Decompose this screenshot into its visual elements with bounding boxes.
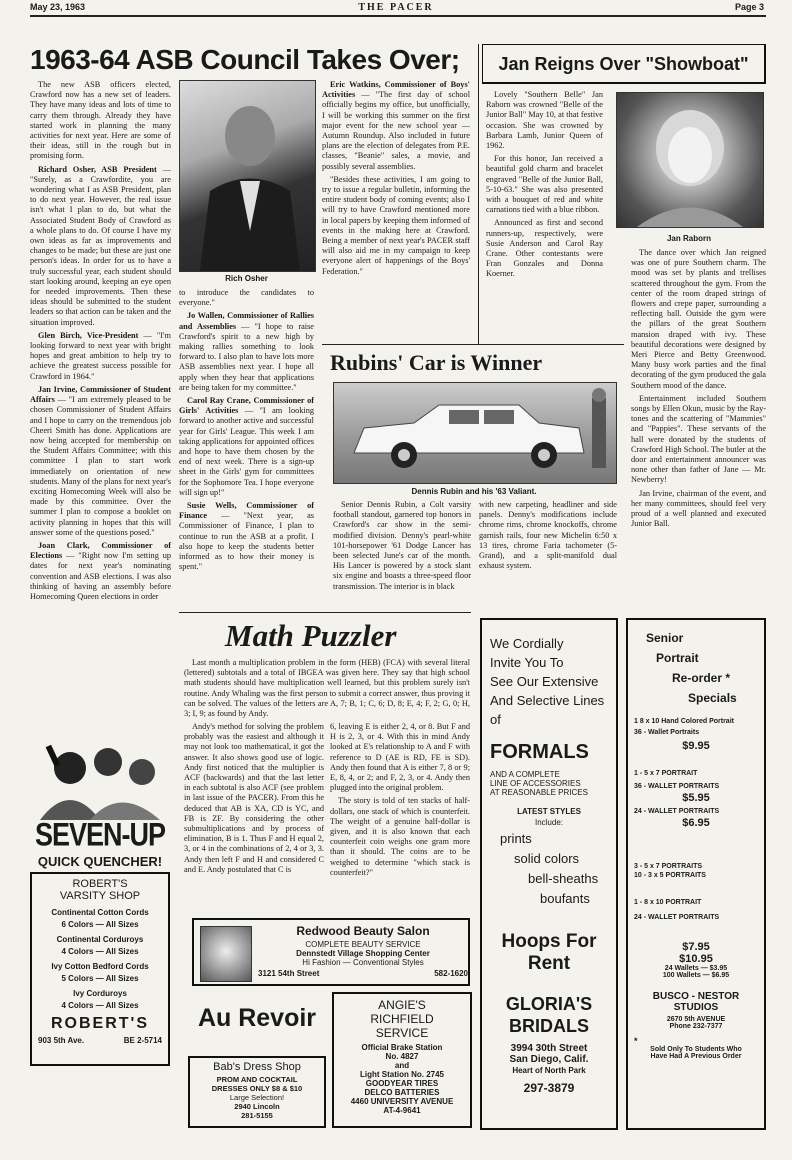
osher-caption: Rich Osher (225, 274, 268, 283)
roberts-item-0-name: Continental Cotton Cords (51, 908, 149, 917)
busco-line-11: 100 Wallets — $6.95 (662, 972, 730, 979)
gloria-name-1: BRIDALS (509, 1016, 589, 1036)
rubin-p2: with new carpeting, headliner and side panels. Denny's modifications include chrome rims, chrome knockoffs, chrome garnish rails, four new Michelin 6:50 x 13 tires, chrome Faria tachometer (5-Grand), and a split-manifold dual exhaust system. (479, 500, 617, 571)
gloria-hoops-1: Rent (527, 953, 571, 974)
jan-headline: Jan Reigns Over "Showboat" (498, 54, 749, 74)
busco-line-3: 1 - 5 x 7 PORTRAIT (634, 770, 698, 777)
redwood-address: 3121 54th Street (258, 969, 320, 978)
asb-column-3 (322, 80, 470, 342)
redwood-photo (200, 926, 252, 982)
gloria-complete-0: AND A COMPLETE (490, 770, 560, 779)
busco-line-7: 10 - 3 x 5 PORTRAITS (634, 872, 706, 879)
busco-studios: STUDIOS (673, 1002, 719, 1013)
jan-p6: Jan Irvine, chairman of the event, and her many committees, should feel very proud of a well planned and executed Junior Ball. (631, 488, 766, 529)
roberts-item-2-name: Ivy Cotton Bedford Cords (51, 962, 149, 971)
busco-address: 2670 5th AVENUE (666, 1016, 726, 1023)
roberts-item-1-name: Continental Corduroys (56, 935, 144, 944)
osher-photo (179, 80, 316, 272)
roberts-item-2-detail: 5 Colors — All Sizes (61, 974, 139, 983)
angie-title-3: SERVICE (375, 1026, 429, 1040)
gloria-style-2: bell-sheaths (528, 871, 599, 886)
math-p3: 6, leaving E is either 2, 4, or 8. But F and H is 2, 3, or 4. With this in mind Andy looked at E's relationship to A and F with reference to D (AE is RD, FE is SD). Andy then found that A is either 7, 8 or 9; E, 8, 4, or 2; and F, 2, 3, or 4. Andy then plugged into the original problem. (330, 722, 470, 793)
busco-line-4: 36 - WALLET PORTRAITS (634, 783, 720, 790)
angie-title-1: ANGIE'S (378, 998, 426, 1012)
car-illustration (334, 383, 616, 483)
babs-line-1: PROM AND COCKTAIL (216, 1075, 298, 1084)
busco-price-4: $7.95 (682, 941, 710, 953)
watkins-text-2: "Besides these activities, I am going to try to issue a regular bulletin, informing the entire student body of coming events; also I will try to have Crawford mentioned more in local papers by keeping them informed of events in the making here at Crawford. Being a member of next year's PACER staff will also aid me in my campaign to keep everyone alert of happenings of the Boys' Federation." (322, 174, 470, 276)
jan-p2: For this honor, Jan received a beautiful gold charm and bracelet engraved "Belle of the Junior Ball, 5-10-63." She was also presented with a bouquet of red and white carnations tied with a blue ribbon. (486, 154, 603, 215)
irvine-name: Jan Irvine, Commissioner of Student Affairs (30, 384, 171, 405)
clark-name: Joan Clark, Commissioner of Elections (30, 540, 171, 561)
busco-price-3: $6.95 (682, 817, 710, 829)
sevenup-title: SEVEN-UP (34, 816, 166, 853)
angie-ad (332, 992, 472, 1128)
gloria-name-0: GLORIA'S (505, 994, 593, 1014)
busco-line-8: 1 - 8 x 10 PORTRAIT (634, 899, 702, 906)
rubin-column-1 (333, 500, 471, 610)
angie-line-1: Official Brake Station (361, 1043, 443, 1052)
rubin-caption: Dennis Rubin and his '63 Valiant. (411, 487, 537, 496)
sevenup-tagline: QUICK QUENCHER! (37, 854, 163, 869)
babs-ad (188, 1056, 326, 1128)
angie-line-3: and (394, 1061, 410, 1070)
busco-head-1: Portrait (656, 651, 699, 665)
gloria-style-0: prints (500, 831, 532, 846)
gloria-invite-4: of (490, 712, 501, 727)
busco-line-10: 24 Wallets — $3.95 (664, 965, 728, 972)
busco-head-2: Re-order * (672, 671, 731, 685)
jan-column-1 (486, 90, 603, 342)
angie-line-2: No. 4827 (385, 1052, 419, 1061)
watkins-text: — "The first day of school officially begins my office, but unofficially, I will be working this summer on the first major event for the new school year — Autumn Roundup. Also included in future plans are the election of delegates from P.E. classes, "Beanie" sales, a movie, and possibly several assemblies. (322, 90, 470, 171)
jan-headline-box (482, 44, 766, 84)
asb-cont: to introduce the candidates to everyone." (179, 288, 314, 308)
party-illustration (30, 740, 170, 820)
roberts-logo: ROBERT'S (50, 1015, 150, 1032)
roberts-ad (30, 872, 170, 1066)
busco-line-9: 24 - WALLET PORTRAITS (634, 914, 720, 921)
jan-p4: The dance over which Jan reigned was one of pure Southern charm. The mood was set by plants and trellises scattered throughout the gym. From the center of the room draped strings of flowers and crepe paper, surrounding a reflecting ball. Outside the gym were the pillars of the great Southern mansion draped with ivy. These beautiful decorations were designed by Meri Pierce and Betty Greenwood. Many busy work parties and the final decorating of the gym produced the gala Southern mood of the dance. (631, 248, 766, 390)
jan-p5: Entertainment included Southern songs by Ellen Okun, music by the Ray-tones and the scattering of "Mammies" and "Pappies". These servants of the hall were donated by the students of Crawford High School. The butler at the door and entertainment announcer was none other than father of Jane — Mr. Newberry! (631, 393, 766, 485)
rubin-p1: Senior Dennis Rubin, a Colt varsity football standout, garnered top honors in Crawford's car show in the semi-modified division. Denny's pearl-white 101-horsepower '61 Dodge Lancer has been selected June's car of the month. His Lancer is powered by a stock slant six engine and boasts a three-speed floor transmission. The interior is in black (333, 500, 471, 591)
sevenup-ad (30, 740, 170, 872)
busco-star: * (634, 1036, 638, 1046)
angie-line-7: 4460 UNIVERSITY AVENUE (350, 1097, 454, 1106)
roberts-item-3-name: Ivy Corduroys (73, 989, 127, 998)
busco-line-6: 3 - 5 x 7 PORTRAITS (634, 863, 703, 870)
rubin-column-2 (479, 500, 617, 610)
busco-sold-1: Sold Only To Students Who (650, 1046, 742, 1053)
gloria-formals: FORMALS (490, 741, 589, 763)
gloria-complete-1: LINE OF ACCESSORIES (490, 779, 581, 788)
jan-p1: Lovely "Southern Belle" Jan Raborn was crowned "Belle of the Junior Ball" May 10, at that festive occasion. She was crowned by Barbara Lamb, Junior Queen of 1962. (486, 90, 603, 151)
busco-price-5: $10.95 (679, 953, 713, 965)
gloria-style-3: boufants (540, 891, 590, 906)
rubin-car-photo (333, 382, 617, 484)
osher-text: — "Surely, as a Crawfordite, you are wondering what I as ASB President, plan to do next year. However, the real issue isn't what I plan to do, but what the Associated Student Body of Crawford as a whole plans to do. Of course I have my own ideas as far as improvements and changes to be made; but these are just one person's ideas. In order for us to have a truly successful year, each student should start looking around, keeping an eye open for needed improvements. Then these ideas should be submitted to the student leaders so that action can be taken and the situation improved. (30, 164, 171, 327)
gloria-address-1: San Diego, Calif. (509, 1054, 589, 1065)
math-column-2 (330, 722, 470, 912)
portrait-silhouette (180, 81, 315, 271)
gloria-ad (480, 618, 618, 1130)
gloria-invite-0: We Cordially (490, 636, 564, 651)
roberts-item-1-detail: 4 Colors — All Sizes (61, 947, 139, 956)
busco-line-5: 24 - WALLET PORTRAITS (634, 808, 720, 815)
gloria-address-0: 3994 30th Street (510, 1043, 588, 1054)
redwood-phone: 582-1620 (434, 969, 468, 978)
angie-line-8: AT-4-9641 (383, 1106, 421, 1115)
busco-head-3: Specials (688, 691, 737, 705)
math-p1: Last month a multiplication problem in the form (HEB) (FCA) with several literal (lettered) subtotals and a total of IBGEA was given here. They say that high school math students should have multiplication well learned, but this problem surely isn't routine. Andy Whaling was the first person to submit a correct answer, thus proving it can be solved. The values of the letters are A, 7; B, 1; C, 6; D, 8; E, 4; F, 2; G, 0; H, 3; I, 9; as found by Andy. (184, 658, 470, 718)
redwood-title: Redwood Beauty Salon (296, 924, 430, 938)
jan-p3: Announced as first and second runners-up, respectively, were Susie Anderson and Carol Ray Crane. Other contestants were Fran Gonzales and Donna Koerner. (486, 218, 603, 279)
wells-text: — "Next year, as Commissioner of Finance, I plan to continue to run the ASB at a profit. I also hope to keep the students better informed as to how their money is spent." (179, 511, 314, 572)
wells-name: Susie Wells, Commissioner of Finance (179, 501, 314, 521)
gloria-hoops-0: Hoops For (501, 931, 597, 952)
wallen-text: — "I hope to raise Crawford's spirit to a new high by making rallies something to look forward to. I also plan to have lots more ASB assemblies next year. I hope all apply when they hear that applications are being taken for my committee." (179, 321, 314, 392)
busco-phone: Phone 232-7377 (669, 1023, 723, 1030)
crane-text: — "I am looking forward to another active and successful year for Girls' League. This week I am taking applications for appointed offices and hope to have them chosen by the end of next week. There is a sign-up sheet in the Girls' gym for committees for the Sophomore Tea. I hope everyone will sign up!" (179, 406, 314, 497)
busco-ad (626, 618, 766, 1130)
busco-price-2: $5.95 (682, 792, 710, 804)
babs-line-2: DRESSES ONLY $8 & $10 (211, 1084, 303, 1093)
math-intro (184, 658, 470, 718)
busco-line-2: 36 - Wallet Portraits (634, 729, 700, 736)
gloria-complete-2: AT REASONABLE PRICES (490, 788, 588, 797)
busco-name: BUSCO - NESTOR (652, 991, 740, 1002)
crane-name: Carol Ray Crane, Commissioner of Girls' Activities (179, 396, 314, 416)
redwood-line-3: Hi Fashion — Conventional Styles (302, 958, 424, 967)
math-p4: The story is told of ten stacks of half-dollars, one stack of which is counterfeit. The weight of a genuine half-dollar is given, and it is also known that each counterfeit coin weighs one gram more than it should. The coins are to be weighed to determine "which stack is counterfeit?" (330, 796, 470, 877)
watkins-name: Eric Watkins, Commissioner of Boys' Activities (322, 80, 470, 100)
roberts-address: 903 5th Ave. (38, 1036, 85, 1045)
asb-intro: The new ASB officers elected, Crawford now has a new set of leaders. They have many ideas and lots of time to carry them through. Already they have started work in planning the many activities for next year. Here are some of their ideas, still in the rough but in promising form. (30, 80, 171, 161)
irvine-text: — "I am extremely pleased to be chosen Commissioner of Student Affairs and I hope to carry on the tremendous job Cheeri Smith has done. Applications are now being accepted for membership on the Student Affairs Committee; with this committee I plan to start work immediately on orientation of new students. Many of the plans for next year's exciting Homecoming Week will also be made by this committee. Over the summer I plan to compose a booklet on activity planning in hopes that this will answer some of the questions posed." (30, 395, 171, 537)
busco-line-1: 1 8 x 10 Hand Colored Portrait (634, 718, 734, 725)
angie-line-6: DELCO BATTERIES (364, 1088, 440, 1097)
portrait-silhouette (617, 93, 763, 227)
header-paper: THE PACER (358, 2, 434, 13)
roberts-phone: BE 2-5714 (123, 1036, 162, 1045)
asb-headline: 1963-64 ASB Council Takes Over; (30, 44, 460, 75)
babs-line-3: Large Selection! (229, 1093, 285, 1102)
babs-line-5: 281-5155 (241, 1111, 273, 1120)
angie-title-2: RICHFIELD (370, 1012, 434, 1026)
gloria-latest: LATEST STYLES (517, 807, 581, 816)
roberts-title-2: VARSITY SHOP (59, 890, 141, 902)
gloria-include: Include: (534, 818, 564, 827)
math-column-1 (184, 722, 324, 912)
math-headline: Math Puzzler (225, 618, 397, 653)
au-revoir-ad (188, 992, 326, 1048)
angie-line-5: GOODYEAR TIRES (365, 1079, 439, 1088)
birch-name: Glen Birch, Vice-President (38, 330, 139, 340)
birch-text: — "I'm looking forward to next year with bright hopes and great ambition to help try to achieve the greatest success possible for Crawford in 1964." (30, 330, 171, 381)
gloria-phone: 297-3879 (523, 1081, 575, 1095)
redwood-line-2: Dennstedt Village Shopping Center (296, 949, 430, 958)
busco-price-1: $9.95 (682, 740, 710, 752)
angie-line-4: Light Station No. 2745 (359, 1070, 444, 1079)
header-page: Page 3 (734, 2, 764, 12)
roberts-item-0-detail: 6 Colors — All Sizes (61, 920, 139, 929)
wallen-name: Jo Wallen, Commissioner of Rallies and Assemblies (179, 311, 314, 331)
gloria-invite-1: Invite You To (490, 655, 564, 670)
au-revoir-text: Au Revoir (197, 1004, 317, 1032)
redwood-ad (192, 918, 470, 986)
header-date: May 23, 1963 (30, 2, 86, 12)
jan-caption: Jan Raborn (666, 234, 711, 243)
redwood-line-1: COMPLETE BEAUTY SERVICE (305, 940, 421, 949)
gloria-style-1: solid colors (514, 851, 580, 866)
busco-sold-2: Have Had A Previous Order (650, 1053, 742, 1060)
roberts-item-3-detail: 4 Colors — All Sizes (61, 1001, 139, 1010)
osher-name: Richard Osher, ASB President (38, 164, 157, 174)
gloria-invite-3: And Selective Lines (490, 693, 605, 708)
rubin-headline: Rubins' Car is Winner (330, 350, 543, 375)
clark-text: — "Right now I'm setting up dates for next year's nominating convention and ASB elections. I was also thinking of having an assembly before Homecoming Queen elections in order (30, 551, 171, 601)
asb-column-1 (30, 80, 171, 732)
gloria-invite-2: See Our Extensive (490, 674, 599, 689)
jan-photo (616, 92, 764, 228)
math-p2: Andy's method for solving the problem probably was the easiest and although it may not look too mathematical, it got the answer. It also shows good use of logic. Andy first noticed that the multiplier is ACF (backwards) and that the last letter in each subtotal is also ACF (see problem in last issue of the PACER). From this he deduced that AB is XA, CD is YC, and FB is ZF. By considering the other submultiplications and by process of elimination, B is 1. Thus F and H equal 2, 3, or 4 in the combinations of 2, 4 or 3, 3. Andy then left F and H and considered C and E. Andy postulated that C is (184, 722, 324, 874)
babs-title: Bab's Dress Shop (213, 1061, 301, 1073)
babs-line-4: 2940 Lincoln (234, 1102, 280, 1111)
gloria-heart: Heart of North Park (512, 1066, 586, 1075)
roberts-title-1: ROBERT'S (72, 878, 128, 890)
busco-head-0: Senior (646, 631, 684, 645)
